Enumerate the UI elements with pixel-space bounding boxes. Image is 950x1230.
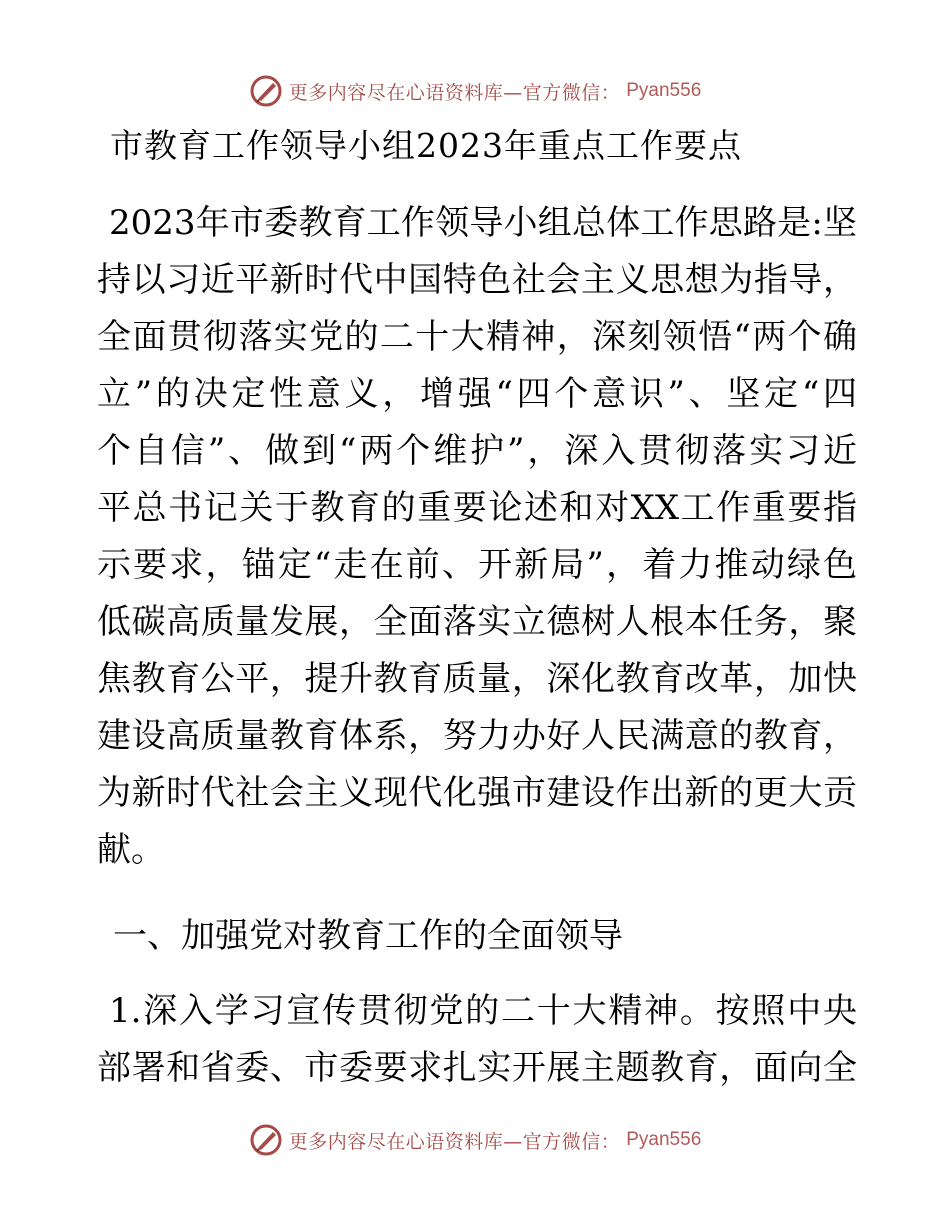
paragraph-line: 持以习近平新时代中国特色社会主义思想为指导， (97, 260, 857, 300)
paragraph-line: 全面贯彻落实党的二十大精神，深刻领悟“两个确 (97, 317, 857, 357)
document-title: 市教育工作领导小组2023年重点工作要点 (110, 126, 742, 165)
watermark-banner-top (0, 71, 950, 111)
paragraph-line: 立”的决定性意义，增强“四个意识”、坚定“四 (97, 374, 857, 414)
paragraph-line: 个自信”、做到“两个维护”，深入贯彻落实习近 (97, 431, 857, 471)
paragraph-line: 为新时代社会主义现代化强市建设作出新的更大贡 (97, 773, 857, 813)
paragraph-line: 建设高质量教育体系，努力办好人民满意的教育， (97, 716, 857, 756)
watermark-text: 更多内容尽在心语资料库—官方微信： (288, 1130, 621, 1153)
watermark-text: 更多内容尽在心语资料库—官方微信： (288, 81, 621, 104)
section-heading: 一、加强党对教育工作的全面领导 (113, 916, 623, 956)
paragraph-line: 低碳高质量发展，全面落实立德树人根本任务，聚 (97, 602, 857, 642)
paragraph-line: 平总书记关于教育的重要论述和对XX工作重要指 (97, 488, 857, 528)
watermark-account: Pyan556 (626, 80, 702, 101)
item-line: 部署和省委、市委要求扎实开展主题教育，面向全 (97, 1048, 857, 1088)
paragraph-line: 献。 (97, 830, 165, 870)
watermark-account: Pyan556 (626, 1129, 702, 1150)
quill-logo-icon (249, 74, 283, 108)
paragraph-line: 2023年市委教育工作领导小组总体工作思路是:坚 (109, 203, 857, 243)
item-line: 1.深入学习宣传贯彻党的二十大精神。按照中央 (109, 991, 857, 1031)
paragraph-line: 示要求，锚定“走在前、开新局”，着力推动绿色 (97, 545, 857, 585)
paragraph-line: 焦教育公平，提升教育质量，深化教育改革，加快 (97, 659, 857, 699)
quill-logo-icon (249, 1123, 283, 1157)
watermark-banner-bottom (0, 1120, 950, 1160)
